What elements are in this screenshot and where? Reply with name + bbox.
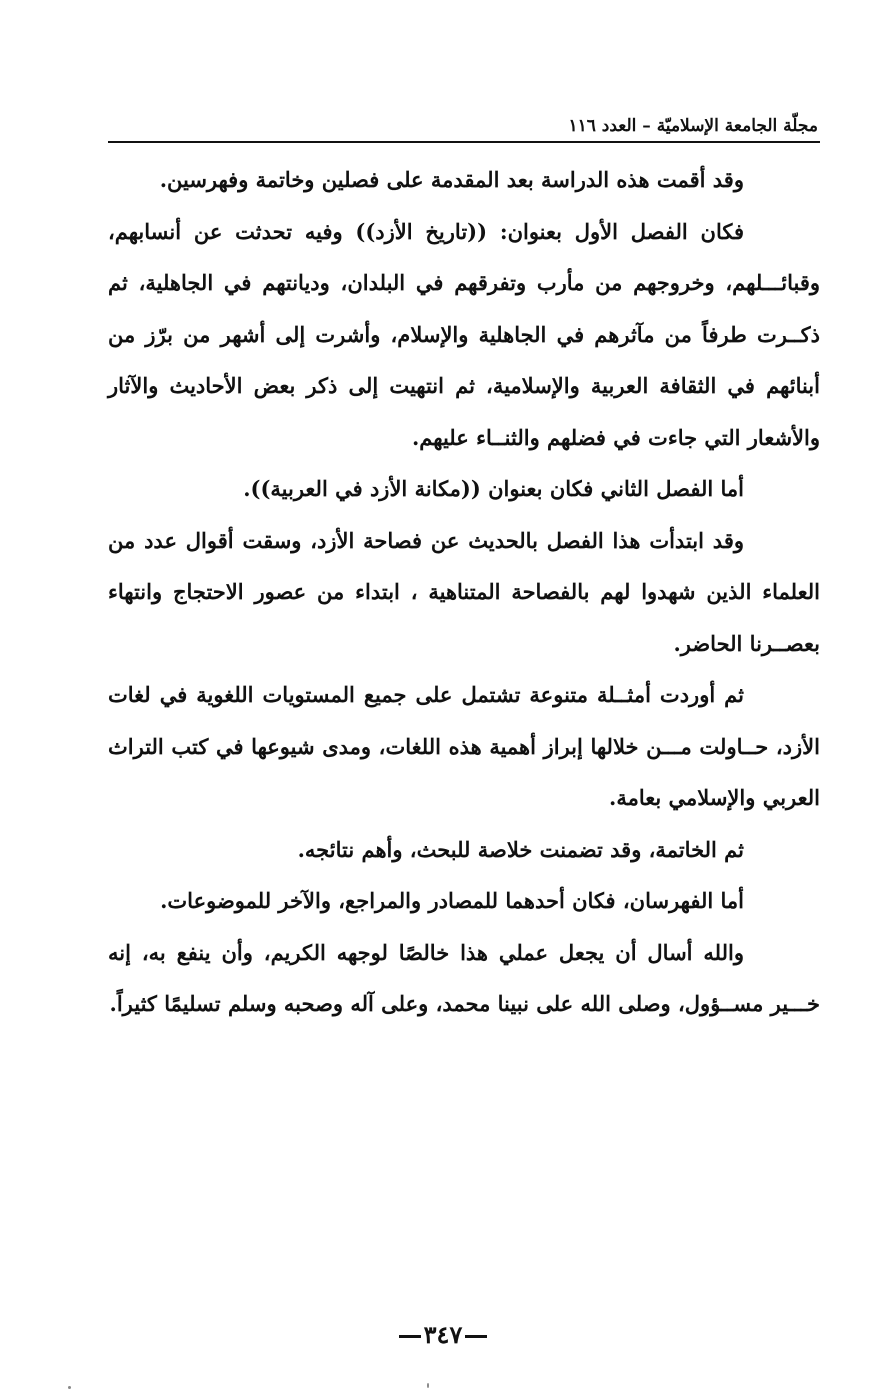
header-rule [108, 141, 820, 143]
scan-speck [68, 1386, 71, 1389]
page-number-dash-left [399, 1335, 421, 1338]
paragraph-structure: وقد أقمت هذه الدراسة بعد المقدمة على فصلين وخاتمة وفهرسين. [159, 167, 744, 192]
paragraph-chapter-one: فكان الفصل الأول بعنوان: ((تاريخ الأزد)) وفيه تحدثت عن أنسابهم، وقبائـــلهم، وخروجهم من مأرب وتفرقهم في البلدان، وديانتهم في الجاهلية، ثم ذكــرت طرفاً من مآثرهم في الجاهلية والإسلام، وأشرت إلى أشهر من برّز من أبنائهم في الثقافة العربية والإسلامية، ثم انتهيت إلى ذكر بعض الأحاديث والآثار والأشعار التي جاءت في فضلهم والثنــاء عليهم. [108, 218, 820, 450]
page-number [0, 1320, 886, 1350]
paragraph-closing-prayer: والله أسال أن يجعل عملي هذا خالصًا لوجهه الكريم، وأن ينفع به، إنه خـــير مســؤول، وصلى الله على نبينا محمد، وعلى آله وصحبه وسلم تسليمًا كثيراً. [108, 939, 820, 1016]
paragraph-indexes: أما الفهرسان، فكان أحدهما للمصادر والمراجع، والآخر للموضوعات. [160, 888, 744, 913]
paragraph-chapter-two-examples: ثم أوردت أمثــلة متنوعة تشتمل على جميع المستويات اللغوية في لغات الأزد، حــاولت مـــن خلالها إبراز أهمية هذه اللغات، ومدى شيوعها في كتب التراث العربي والإسلامي بعامة. [108, 682, 820, 810]
body-text [108, 154, 820, 1030]
paragraph-chapter-two-opening: وقد ابتدأت هذا الفصل بالحديث عن فصاحة الأزد، وسقت أقوال عدد من العلماء الذين شهدوا لهم بالفصاحة المتناهية ، ابتداء من عصور الاحتجاج وانتهاء بعصــرنا الحاضر. [108, 527, 820, 656]
page-number-value: ٣٤٧ [423, 1320, 463, 1349]
running-header: مجلّة الجامعة الإسلاميّة – العدد ١١٦ [568, 116, 818, 136]
scan-speck [427, 1383, 429, 1388]
page-number-dash-right [465, 1335, 487, 1338]
paragraph-conclusion: ثم الخاتمة، وقد تضمنت خلاصة للبحث، وأهم نتائجه. [297, 836, 744, 862]
paragraph-chapter-two-title: أما الفصل الثاني فكان بعنوان ((مكانة الأزد في العربية)). [243, 476, 744, 501]
